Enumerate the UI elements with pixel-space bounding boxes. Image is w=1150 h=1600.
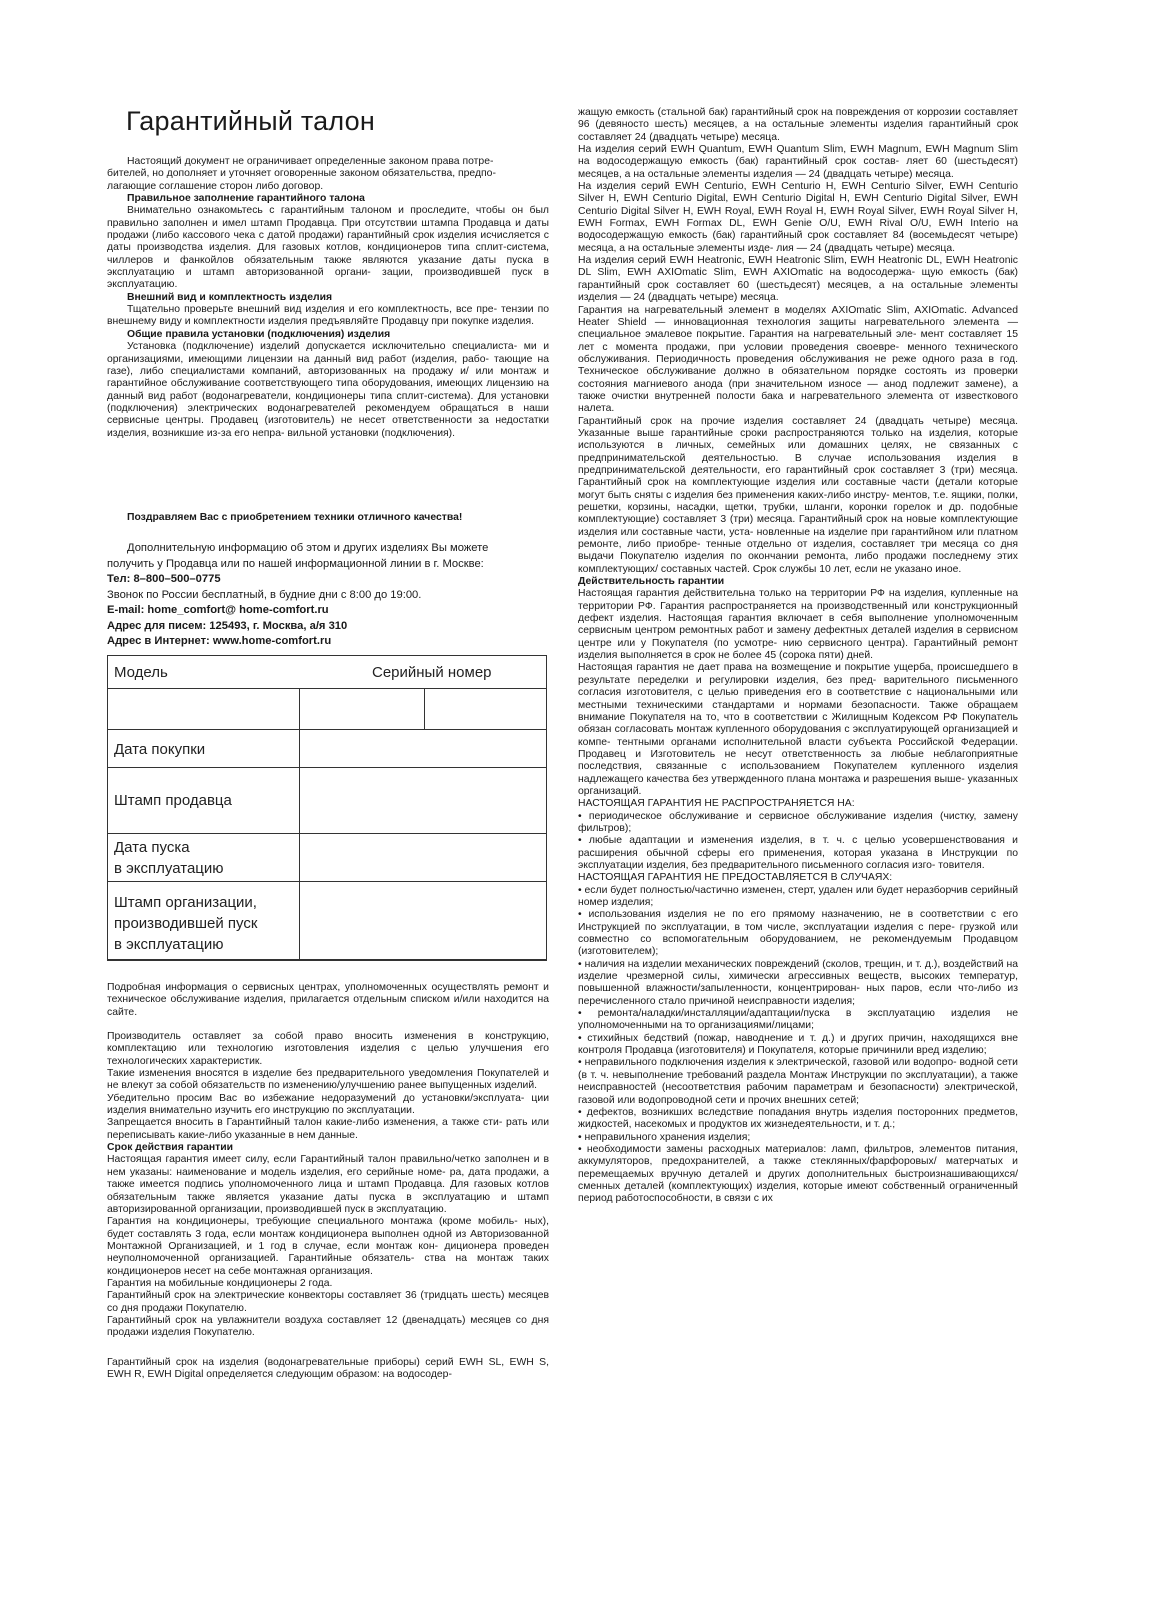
- web-address: Адрес в Интернет: www.home-comfort.ru: [107, 635, 332, 647]
- paragraph: • наличия на изделии механических повреждений (сколов, трещин, и т. д.), воздействий на изделие чрезмерной силы, химически агрессивных веществ, высоких температур, повышенной влажности/запыленности, концентрирован- ных паров, если что-либо из перечисленного стало причиной неисправности изделия;: [578, 958, 1018, 1007]
- paragraph: Гарантийный срок на прочие изделия составляет 24 (двадцать четыре) месяца. Указанные выше гарантийные сроки распространяются только на изделия, которые используются в личных, семейных или домашних целях, не связанных с предпринимательской деятельностью. В случае использования изделия в предпринимательской деятельности, его гарантийный срок составляет 3 (три) месяца. Гарантийный срок на комплектующие изделия или составные части (детали которые могут быть сняты с изделия без применения каких-либо инстру- ментов, т.е. ящики, полки, решетки, корзины, насадки, щетки, трубки, шланги, коронки горелок и др. подобные комплектующие) составляет 3 (три) месяца. Гарантийный срок на новые комплектующие изделия или составные части, уста- новленные на изделие при гарантийном или платном ремонте, либо приобре- тенные отдельно от изделия, составляет три месяца со дня выдачи Покупателю изделия по окончании ремонта, либо продажи последнему этих комплектующих/ составных частей. Срок службы 10 лет, если не указано иное.: [578, 415, 1018, 575]
- left-intro: [107, 156, 549, 440]
- serial-label: Серийный номер: [372, 664, 492, 681]
- spacer: [107, 1019, 549, 1031]
- contacts-block: [107, 541, 549, 650]
- paragraph: • необходимости замены расходных материалов: ламп, фильтров, элементов питания, аккумуляторов, предохранителей, а также стеклянных/фарфоровых/ матерчатых и перемещаемых вручную деталей и других дополнительных быстроизнашивающихся/сменных деталей (комплектующих) изделия, которые имеют собственный ограниченный период работоспособности, в связи с их: [578, 1143, 1018, 1205]
- email-address: E-mail: home_comfort@ home-comfort.ru: [107, 604, 329, 616]
- intro-line: бителей, но дополняет и уточняет оговоренные законом обязательства, предпо-: [107, 168, 496, 180]
- table-divider: [424, 689, 425, 730]
- table-row-seller-stamp[interactable]: [108, 768, 546, 834]
- warranty-form-table: [107, 655, 547, 961]
- paragraph: Подробная информация о сервисных центрах, уполномоченных осуществлять ремонт и техническое обслуживание изделия, прилагается отдельным списком и/или находится на сайте.: [107, 982, 549, 1018]
- paragraph: • если будет полностью/частично изменен, стерт, удален или будет неразборчив серийный номер изделия;: [578, 884, 1018, 908]
- section-text: Внимательно ознакомьтесь с гарантийным талоном и проследите, чтобы он был правильно заполнен и имел штамп Продавца. При отсутствии штампа Продавца и даты продажи (либо кассового чека с датой продажи) гарантийный срок изделия исчисляется с даты производства изделия. Для газовых котлов, кондиционеров типа сплит-система, чиллеров и фанкойлов обязательным также являются указание даты пуска в эксплуатацию и штамп авторизованной органи- зации, производившей пуск в эксплуатацию.: [107, 205, 549, 291]
- phone-number: Тел: 8–800–500–0775: [107, 573, 221, 585]
- congratulations-text: Поздравляем Вас с приобретением техники отличного качества!: [127, 512, 463, 523]
- info-line: получить у Продавца или по нашей информационной линии в г. Москве:: [107, 557, 484, 570]
- right-body-text: [578, 107, 1018, 1206]
- section-heading: Срок действия гарантии: [107, 1142, 234, 1154]
- paragraph: • дефектов, возникших вследствие попадания внутрь изделия посторонних предметов, жидкостей, насекомых и продуктов их жизнедеятельности, и т. д.;: [578, 1106, 1018, 1131]
- table-divider: [299, 689, 300, 960]
- paragraph: • неправильного подключения изделия к электрической, газовой или водопро- водной сети (в т. ч. невыполнение требований раздела Монтаж Инструкции по эксплуатации), а также неисправностей (несоответствия рабочим параметрам и безопасности) электрической, газовой или водопроводной сети и прочих внешних сетей;: [578, 1057, 1018, 1106]
- info-line: Дополнительную информацию об этом и других изделиях Вы можете: [127, 542, 489, 554]
- call-note: Звонок по России бесплатный, в будние дни с 8:00 до 19:00.: [107, 588, 422, 601]
- paragraph: Гарантийный срок на изделия (водонагревательные приборы) серий EWH SL, EWH S, EWH R, EWH Digital определяется следующим образом: на водосодер-: [107, 1356, 549, 1380]
- intro-line: лагающие соглашение сторон либо договор.: [107, 180, 324, 192]
- intro-line: Настоящий документ не ограничивает определенные законом права потре-: [127, 156, 494, 167]
- paragraph: Такие изменения вносятся в изделие без предварительного уведомления Покупателей и не влекут за собой обязательств по изменению/улучшению ранее выпущенных изделий.: [107, 1068, 549, 1092]
- seller-stamp-label: Штамп продавца: [114, 792, 232, 809]
- paragraph: • ремонта/наладки/инсталляции/адаптации/пуска в эксплуатацию изделия не уполномоченными на то организациями/лицами;: [578, 1008, 1018, 1032]
- paragraph: Гарантия на нагревательный элемент в моделях AXIOmatic Slim, AXIOmatic. Advanced Heater Shield — инновационная технология защиты нагревательного элемента — специальное эмалевое покрытие. Гарантия на нагревательный эле- мент составляет 15 лет с момента продажи, при условии проведения своевре- менного технического обслуживания. Периодичность проведения обслуживания не реже одного раза в год. Техническое обслуживание должно в обязательном порядке состоять из проверки состояния магниевого анода (при значительном износе — анод подлежит замене), а также очистки внутренней полости бака и нагревательного элемента от известкового налета.: [578, 304, 1018, 415]
- model-label: Модель: [114, 664, 168, 681]
- paragraph: НАСТОЯЩАЯ ГАРАНТИЯ НЕ ПРЕДОСТАВЛЯЕТСЯ В СЛУЧАЯХ:: [578, 872, 893, 884]
- table-row-model-serial[interactable]: [108, 689, 546, 730]
- section-text: Тщательно проверьте внешний вид изделия и его комплектность, все пре- тензии по внешнему виду и комплектности изделия предъявляйте Продавцу при покупке изделия.: [107, 304, 549, 328]
- table-row-purchase-date[interactable]: [108, 730, 546, 768]
- paragraph: Настоящая гарантия не дает права на возмещение и покрытие ущерба, происшедшего в результате переделки и регулировки изделия, без пред- варительного письменного согласия изготовителя, с целью приведения его в соответствие с национальными или местными техническими стандартами и нормами безопасности. Также обращаем внимание Покупателя на то, что в соответствии с Жилищным Кодексом РФ Покупатель обязан согласовать монтаж купленного оборудования с эксплуатирующей организацией и компе- тентными органами исполнительной власти субъекта Российской Федерации. Продавец и Изготовитель не несут ответственность за любые неблагоприятные последствия, связанные с использованием Покупателем купленного изделия надлежащего качества без утвержденного плана монтажа и разрешения выше- указанных организаций.: [578, 662, 1018, 797]
- section-text: Установка (подключение) изделий допускается исключительно специалиста- ми и организациями, имеющими лицензии на данный вид работ (изделия, рабо- тающие на газе), либо специалистами компаний, авторизованных на продажу и/ или монтаж и гарантийное обслуживание соответствующего типа оборудования, имеющих лицензию на данный вид работ (водонагреватели, кондиционеры типа сплит-система). Для установки (подключения) электрических водонагревателей рекомендуем обращаться в наши сервисные центры. Продавец (изготовитель) не несет ответственности за недостатки изделия, возникшие из-за его непра- вильной установки (подключения).: [107, 341, 549, 439]
- purchase-date-label: Дата покупки: [114, 741, 206, 758]
- paragraph: Гарантия на кондиционеры, требующие специального монтажа (кроме мобиль- ных), будет составлять 3 года, если монтаж кондиционера выполнен одной из Авторизованной Монтажной Организацией, и 1 год в случае, если монтаж кон- диционера проведен неуполномоченной организацией. Гарантийные обязатель- ства на монтаж таких кондиционеров несет на себе монтажная организация.: [107, 1216, 549, 1277]
- page-title: Гарантийный талон: [126, 106, 375, 136]
- table-row-header: [108, 656, 546, 689]
- org-stamp-label: производившей пуск: [114, 915, 258, 932]
- paragraph: Запрещается вносить в Гарантийный талон какие-либо изменения, а также сти- рать или переписывать какие-либо указанные в нем данные.: [107, 1117, 549, 1141]
- paragraph: • использования изделия не по его прямому назначению, не в соответствии с его Инструкцией по эксплуатации, в том числе, эксплуатации изделия с пере- грузкой или совместно со вспомогательным оборудованием, не рекомендуемым Продавцом (изготовителем);: [578, 909, 1018, 958]
- section-heading: Действительность гарантии: [578, 576, 725, 588]
- section-heading: Правильное заполнение гарантийного талона: [127, 193, 365, 205]
- paragraph: На изделия серий EWH Centurio, EWH Centurio H, EWH Centurio Silver, EWH Centurio Silver H, EWH Centurio Digital, EWH Centurio Digital H, EWH Centurio Digital Silver, EWH Centurio Digital Silver H, EWH Royal, EWH Royal H, EWH Royal Silver, EWH Royal Silver H, EWH Formax, EWH Formax DL, EWH Genie O/U, EWH Rival O/U, EWH Interio на водосодержащую емкость (бак) гарантийный срок составляет 84 (восемьдесят четыре) месяца, а на остальные элементы изде- лия — 24 (двадцать четыре) месяца.: [578, 181, 1018, 254]
- paragraph: • периодическое обслуживание и сервисное обслуживание изделия (чистку, замену фильтров);: [578, 810, 1018, 834]
- postal-address: Адрес для писем: 125493, г. Москва, а/я 310: [107, 619, 348, 632]
- paragraph: • неправильного хранения изделия;: [578, 1131, 751, 1143]
- paragraph: На изделия серий EWH Quantum, EWH Quantum Slim, EWH Magnum, EWH Magnum Slim на водосодержащую емкость (бак) гарантийный срок состав- ляет 60 (шестьдесят) месяцев, а на остальные элементы изделия — 24 (двадцать четыре) месяца.: [578, 144, 1018, 180]
- table-row-org-stamp[interactable]: [108, 882, 546, 960]
- spacer: [107, 1340, 549, 1357]
- paragraph: НАСТОЯЩАЯ ГАРАНТИЯ НЕ РАСПРОСТРАНЯЕТСЯ НА:: [578, 798, 855, 810]
- section-heading: Внешний вид и комплектность изделия: [127, 291, 333, 303]
- paragraph: Производитель оставляет за собой право вносить изменения в конструкцию, комплектацию или технологию изготовления изделия с целью улучшения его технологических характеристик.: [107, 1031, 549, 1067]
- start-date-label: Дата пуска: [114, 839, 190, 856]
- org-stamp-label: Штамп организации,: [114, 894, 257, 911]
- left-bottom-text: [107, 982, 549, 1381]
- table-row-start-date[interactable]: [108, 834, 546, 882]
- paragraph: Гарантия на мобильные кондиционеры 2 года.: [107, 1277, 333, 1289]
- paragraph: жащую емкость (стальной бак) гарантийный срок на повреждения от коррозии составляет 96 (девяносто шесть) месяцев, а на остальные элементы изделия гарантийный срок составляет 24 (двадцать четыре) месяца.: [578, 107, 1018, 143]
- paragraph: • стихийных бедствий (пожар, наводнение и т. д.) и других причин, находящихся вне контроля Продавца (изготовителя) и Покупателя, которые причинили вред изделию;: [578, 1032, 1018, 1057]
- paragraph: Гарантийный срок на электрические конвекторы составляет 36 (тридцать шесть) месяцев со дня продажи Покупателю.: [107, 1290, 549, 1314]
- start-date-label: в эксплуатацию: [114, 860, 224, 877]
- paragraph: Убедительно просим Вас во избежание недоразумений до установки/эксплуата- ции изделия внимательно изучить его инструкцию по эксплуатации.: [107, 1092, 549, 1117]
- section-heading: Общие правила установки (подключения) изделия: [127, 328, 391, 340]
- paragraph: Настоящая гарантия имеет силу, если Гарантийный талон правильно/четко заполнен и в нем указаны: наименование и модель изделия, его серийные номе- ра, дата продажи, а также имеется подпись уполномоченного лица и штамп Продавца. Для газовых котлов обязательным также является указание даты пуска в эксплуатацию и штамп авторизированной организации, производившей пуск в эксплуатацию.: [107, 1154, 549, 1215]
- paragraph: • любые адаптации и изменения изделия, в т. ч. с целью усовершенствования и расширения обычной сферы его применения, которая указана в Инструкции по эксплуатации изделия, без предварительного письменного согласия изго- товителя.: [578, 835, 1018, 871]
- org-stamp-label: в эксплуатацию: [114, 936, 224, 953]
- paragraph: Настоящая гарантия действительна только на территории РФ на изделия, купленные на территории РФ. Гарантия распространяется на производственный или конструкционный дефект изделия. Настоящая гарантия включает в себя выполнение уполномоченным сервисным центром ремонтных работ и замену дефектных деталей изделия в сервисном центре или у Покупателя (по усмотре- нию сервисного центра). Гарантийный ремонт изделия выполняется в срок не более 45 (сорока пяти) дней.: [578, 588, 1018, 662]
- paragraph: На изделия серий EWH Heatronic, EWH Heatronic Slim, EWH Heatronic DL, EWH Heatronic DL Slim, EWH AXIOmatic Slim, EWH AXIOmatic на водосодержа- щую емкость (бак) гарантийный срок составляет 60 (шестьдесят) месяцев, а на остальные элементы изделия — 24 (двадцать четыре) месяца.: [578, 255, 1018, 304]
- paragraph: Гарантийный срок на увлажнители воздуха составляет 12 (двенадцать) месяцев со дня продажи изделия Покупателю.: [107, 1314, 549, 1339]
